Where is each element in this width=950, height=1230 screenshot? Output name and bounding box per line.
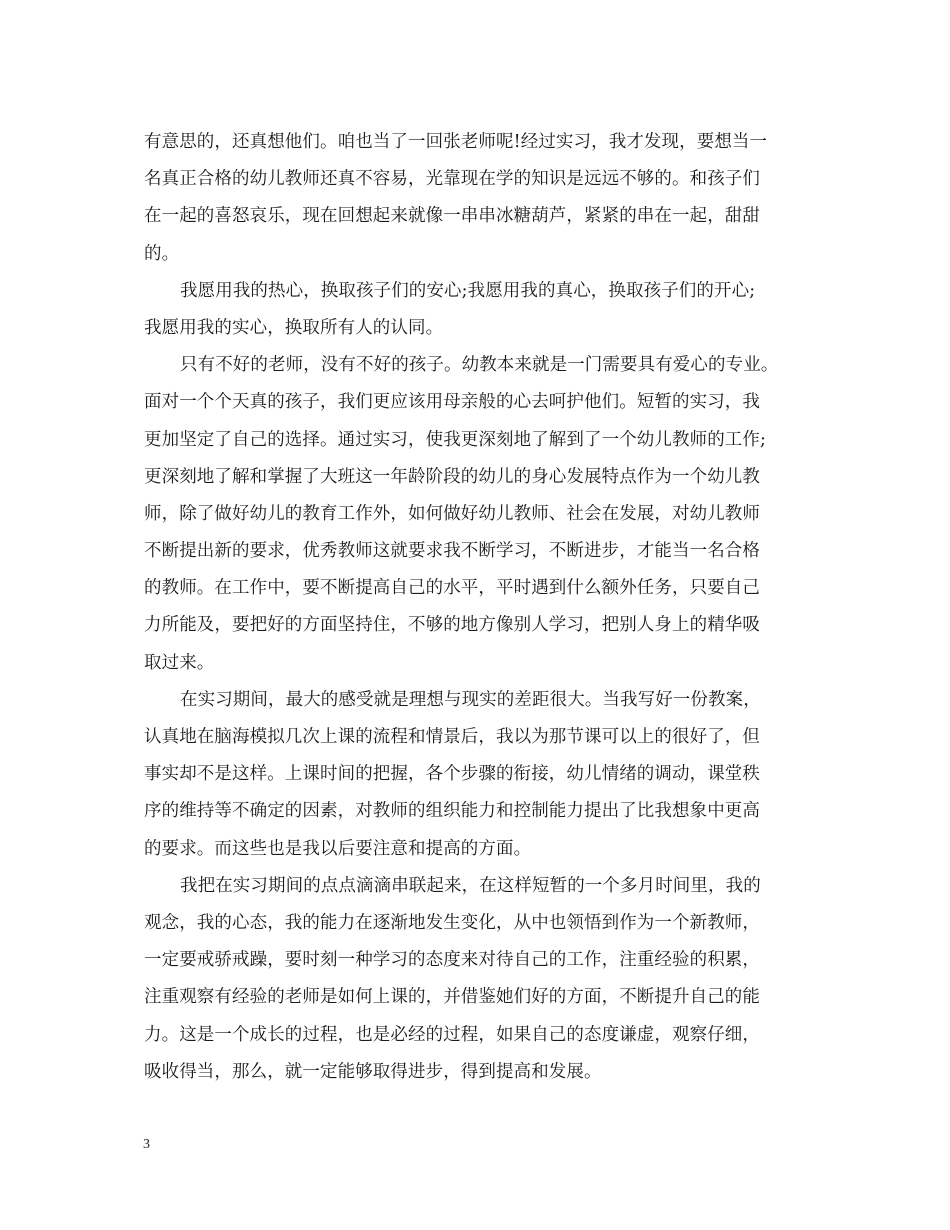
- page-number: 3: [143, 1137, 150, 1152]
- text-line: 力。这是一个成长的过程，也是必经的过程，如果自己的态度谦虚，观察仔细，: [144, 1024, 760, 1045]
- text-line: 的要求。而这些也是我以后要注意和提高的方面。: [144, 838, 532, 859]
- paragraph-4: [144, 682, 808, 868]
- text-line: 观念，我的心态，我的能力在逐渐地发生变化，从中也领悟到作为一个新教师，: [144, 912, 760, 933]
- text-line: 不断提出新的要求，优秀教师这就要求我不断学习，不断进步，才能当一名合格: [144, 541, 760, 562]
- text-line: 有意思的，还真想他们。咱也当了一回张老师呢!经过实习，我才发现，要想当一: [144, 132, 768, 152]
- text-line: 的教师。在工作中，要不断提高自己的水平，平时遇到什么额外任务，只要自己: [144, 578, 760, 599]
- text-line: 认真地在脑海模拟几次上课的流程和情景后，我以为那节课可以上的很好了，但: [144, 727, 760, 747]
- text-line: 一定要戒骄戒躁，要时刻一种学习的态度来对待自己的工作，注重经验的积累，: [144, 950, 760, 971]
- text-line: 名真正合格的幼儿教师还真不容易，光靠现在学的知识是远远不够的。和孩子们: [144, 169, 760, 190]
- text-line: 的。: [144, 243, 180, 264]
- text-line: 师，除了做好幼儿的教育工作外，如何做好幼儿教师、社会在发展，对幼儿教师: [144, 503, 760, 524]
- text-line: 力所能及，要把好的方面坚持住，不够的地方像别人学习，把别人身上的精华吸: [144, 615, 760, 636]
- text-line: 我愿用我的热心，换取孩子们的安心;我愿用我的真心，换取孩子们的开心;: [180, 280, 756, 301]
- paragraph-2: [144, 273, 808, 347]
- text-line: 我愿用我的实心，换取所有人的认同。: [144, 317, 444, 338]
- paragraph-1: [144, 124, 808, 273]
- text-line: 在一起的喜怒哀乐，现在回想起来就像一串串冰糖葫芦，紧紧的串在一起，甜甜: [144, 206, 760, 227]
- text-line: 吸收得当，那么，就一定能够取得进步，得到提高和发展。: [144, 1061, 602, 1082]
- text-line: 更加坚定了自己的选择。通过实习，使我更深刻地了解到了一个幼儿教师的工作;: [144, 429, 766, 450]
- paragraph-5: [144, 868, 808, 1091]
- text-line: 更深刻地了解和掌握了大班这一年龄阶段的幼儿的身心发展特点作为一个幼儿教: [144, 466, 760, 487]
- paragraph-3: [144, 347, 808, 682]
- text-line: 注重观察有经验的老师是如何上课的，并借鉴她们好的方面，不断提升自己的能: [144, 987, 760, 1008]
- text-line: 序的维持等不确定的因素，对教师的组织能力和控制能力提出了比我想象中更高: [144, 801, 760, 822]
- text-line: 事实却不是这样。上课时间的把握，各个步骤的衔接，幼儿情绪的调动，课堂秩: [144, 764, 760, 785]
- text-line: 面对一个个天真的孩子，我们更应该用母亲般的心去呵护他们。短暂的实习，我: [144, 392, 760, 413]
- text-line: 在实习期间，最大的感受就是理想与现实的差距很大。当我写好一份教案，: [180, 689, 761, 710]
- text-line: 取过来。: [144, 652, 215, 673]
- text-line: 我把在实习期间的点点滴滴串联起来，在这样短暂的一个多月时间里，我的: [180, 875, 761, 896]
- text-line: 只有不好的老师，没有不好的孩子。幼教本来就是一门需要具有爱心的专业。: [180, 355, 779, 376]
- body-text: [144, 124, 808, 1091]
